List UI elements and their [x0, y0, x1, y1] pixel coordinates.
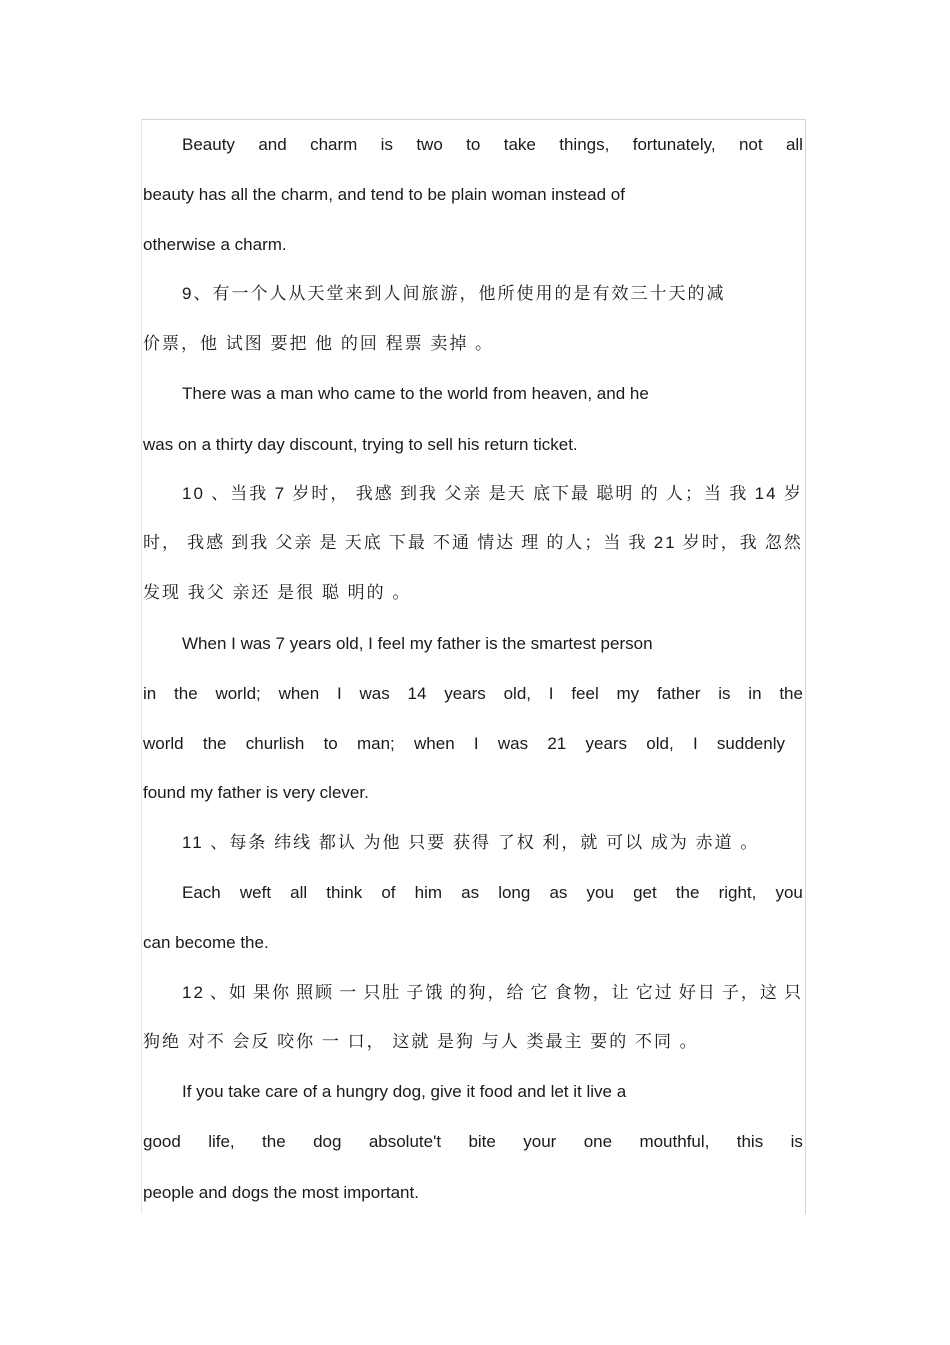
text-line: 10 、当我 7 岁时， 我感 到我 父亲 是天 底下最 聪明 的 人；当 我 14 岁: [182, 484, 803, 503]
text-line: There was a man who came to the world from heaven, and he: [182, 384, 649, 403]
text-line: 时， 我感 到我 父亲 是 天底 下最 不通 情达 理 的人；当 我 21 岁时，我 忽然: [143, 533, 803, 552]
text-line: in the world; when I was 14 years old, I feel my father is in the: [143, 684, 803, 703]
text-line: can become the.: [143, 933, 269, 952]
text-line: Each weft all think of him as long as you get the right, you: [182, 883, 803, 902]
text-line: 12 、如 果你 照顾 一 只肚 子饿 的狗，给 它 食物，让 它过 好日 子，这 只: [182, 983, 803, 1002]
text-line: people and dogs the most important.: [143, 1183, 419, 1202]
text-line: 发现 我父 亲还 是很 聪 明的 。: [143, 583, 412, 602]
text-line: 狗绝 对不 会反 咬你 一 口， 这就 是狗 与人 类最主 要的 不同 。: [143, 1032, 699, 1051]
text-line: beauty has all the charm, and tend to be plain woman instead of: [143, 185, 625, 204]
text-line: 11 、每条 纬线 都认 为他 只要 获得 了权 利，就 可以 成为 赤道 。: [182, 833, 760, 852]
text-line: otherwise a charm.: [143, 235, 287, 254]
text-line: was on a thirty day discount, trying to sell his return ticket.: [143, 435, 578, 454]
text-line: 价票，他 试图 要把 他 的回 程票 卖掉 。: [143, 334, 495, 353]
text-line: good life, the dog absolute't bite your one mouthful, this is: [143, 1132, 803, 1151]
text-line: If you take care of a hungry dog, give it food and let it live a: [182, 1082, 627, 1101]
text-line: found my father is very clever.: [143, 783, 369, 802]
text-line: 9、有一个人从天堂来到人间旅游，他所使用的是有效三十天的减: [182, 284, 726, 303]
text-line: Beauty and charm is two to take things, fortunately, not all: [182, 135, 803, 154]
text-line: world the churlish to man; when I was 21 years old, I suddenly: [143, 734, 785, 753]
text-line: When I was 7 years old, I feel my father is the smartest person: [182, 634, 653, 653]
